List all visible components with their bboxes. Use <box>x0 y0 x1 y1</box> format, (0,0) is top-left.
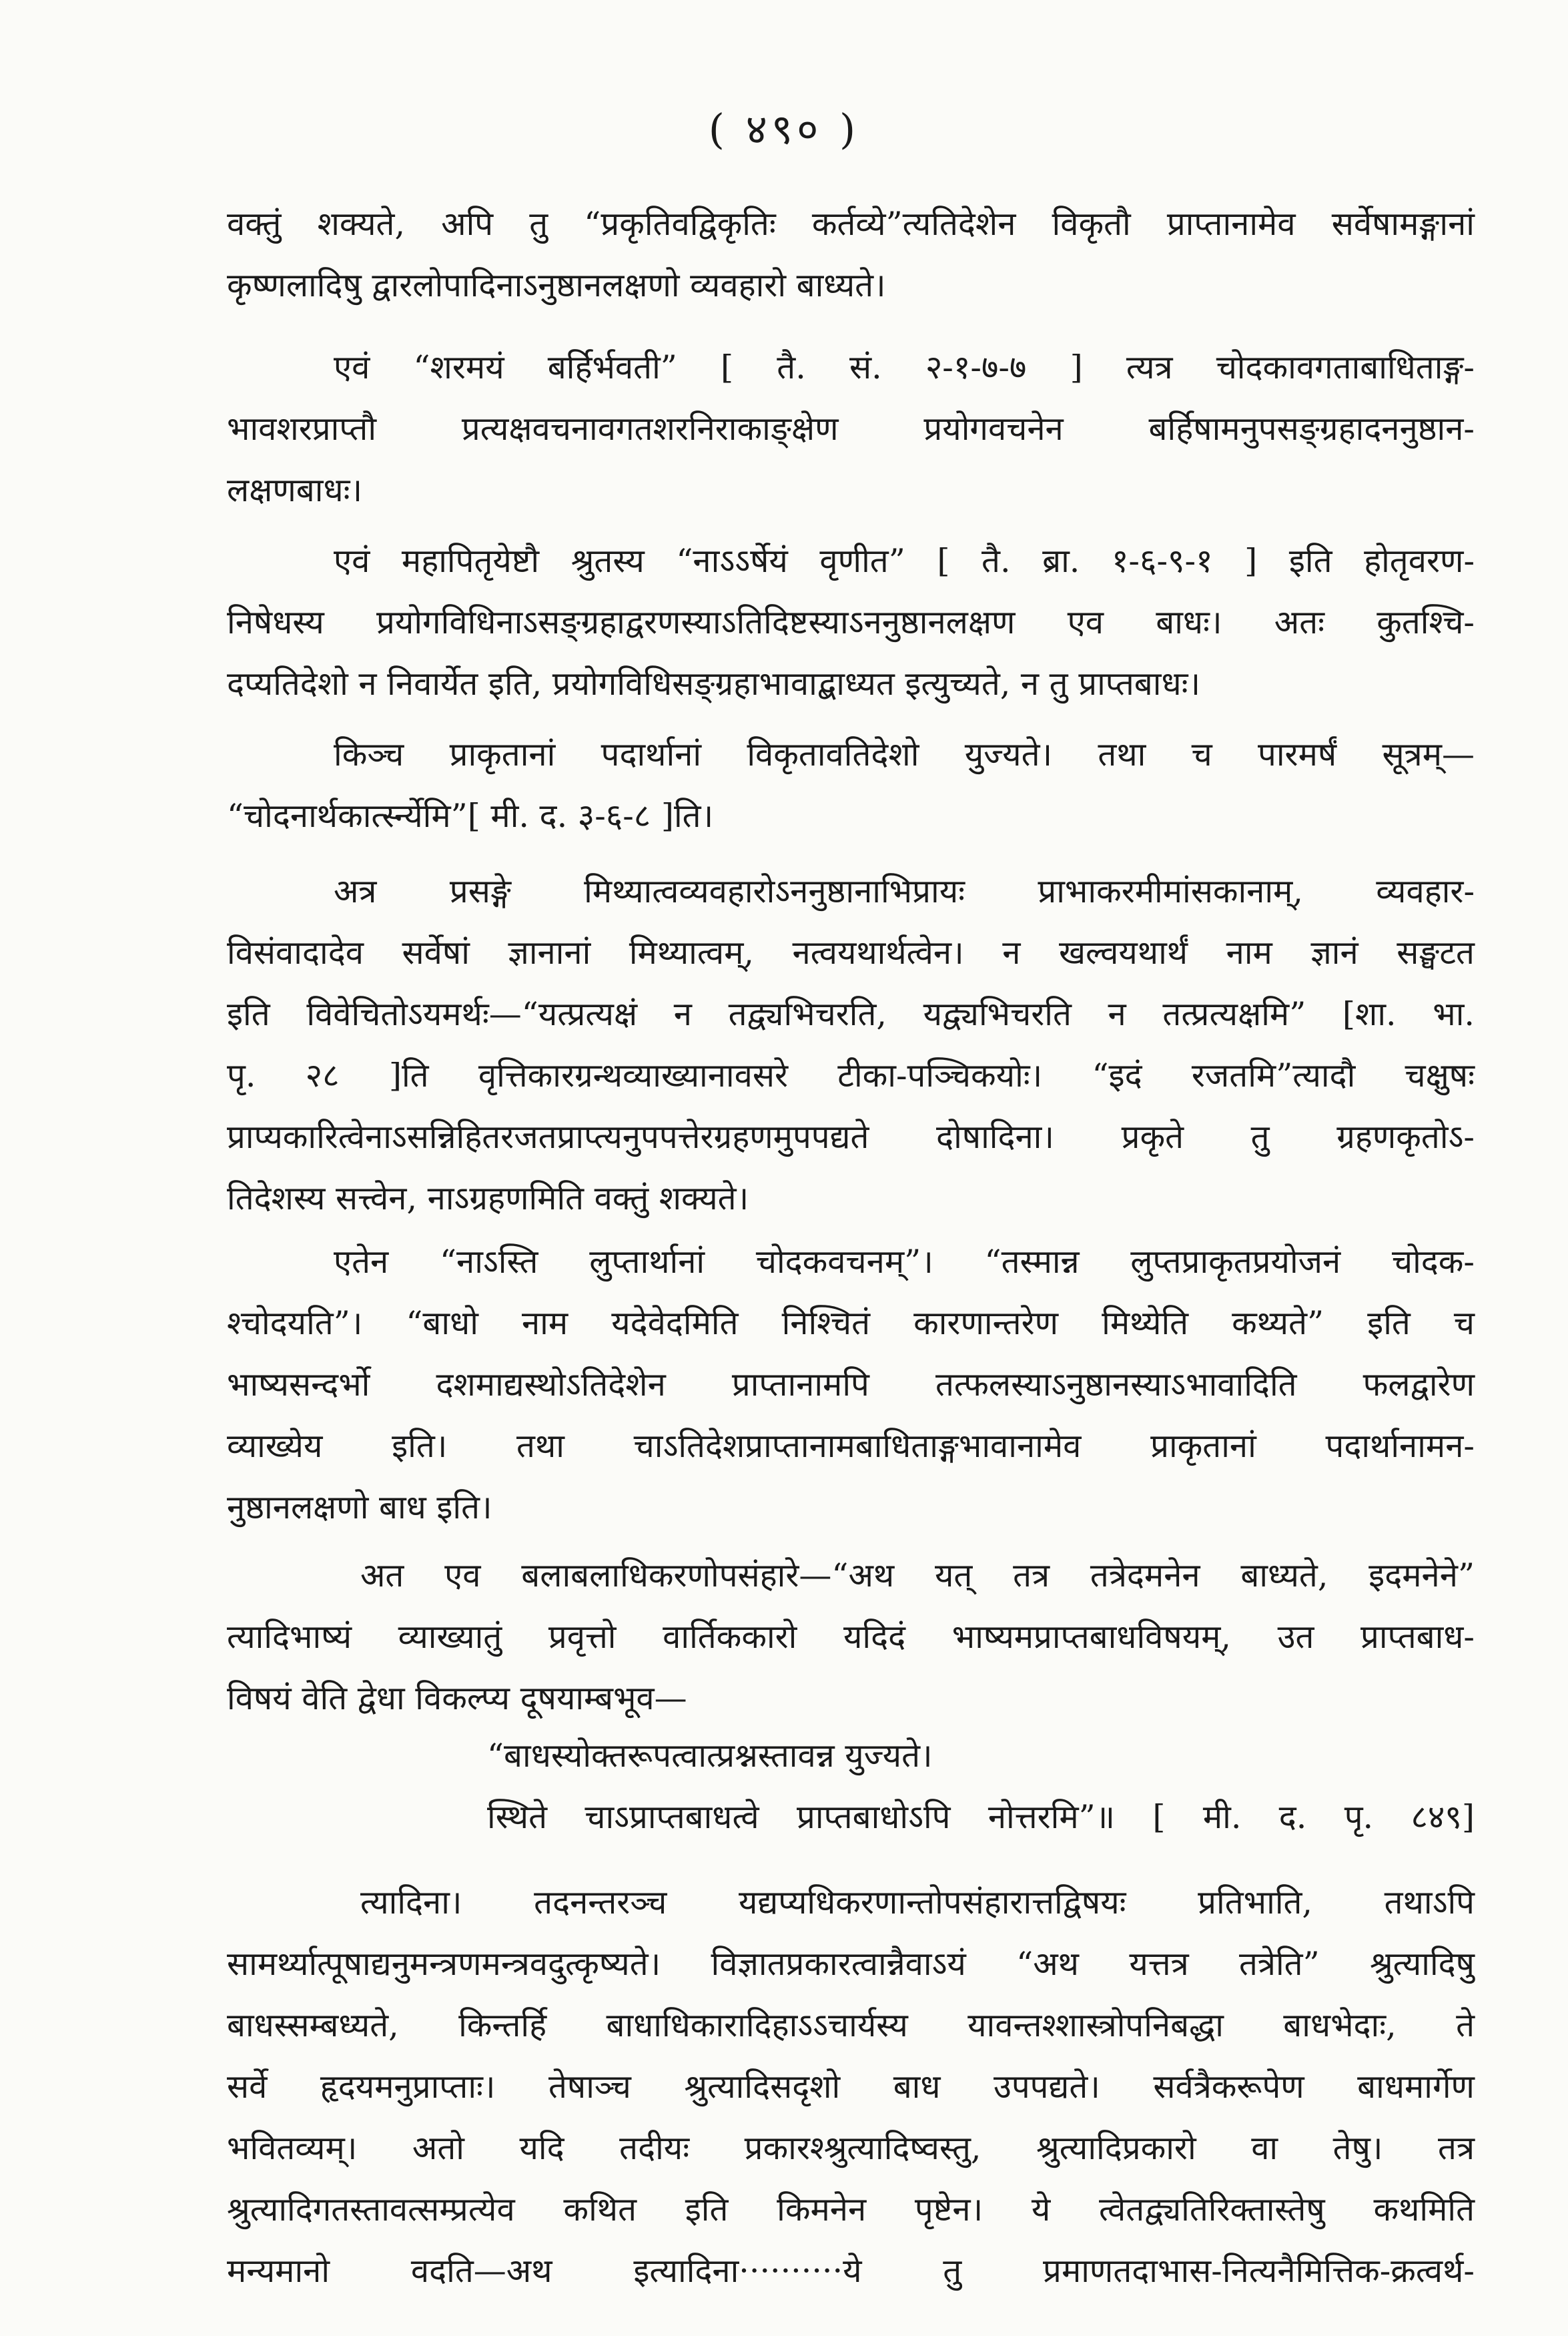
text-line: श्रुत्यादिगतस्तावत्सम्प्रत्येव कथित इति किमनेन पृष्टेन। ये त्वेतद्व्यतिरिक्तास्तेषु कथमिति <box>227 2191 1475 2229</box>
paragraph-4 <box>227 724 1475 847</box>
text-line: मन्यमानो वदति—अथ इत्यादिना··········ये तु प्रमाणतदाभास-नित्यनैमित्तिक-क्रत्वर्थ- <box>227 2252 1475 2290</box>
text-line: एवं महापितृयेष्टौ श्रुतस्य “नाऽऽर्षेयं वृणीत” [ तै. ब्रा. १-६-९-१ ] इति होतृवरण- <box>334 542 1475 580</box>
text-line: त्यादिना। तदनन्तरञ्च यद्यप्यधिकरणान्तोपसंहारात्तद्विषयः प्रतिभाति, तथाऽपि <box>360 1883 1475 1922</box>
text-line: श्चोदयति”। “बाधो नाम यदेवेदमिति निश्चितं कारणान्तरेण मिथ्येति कथ्यते” इति च <box>227 1304 1475 1342</box>
text-line: किञ्च प्राकृतानां पदार्थानां विकृतावतिदेशो युज्यते। तथा च पारमर्षं सूत्रम्— <box>334 736 1475 774</box>
text-line: निषेधस्य प्रयोगविधिनाऽसङ्ग्रहाद्वरणस्याऽतिदिष्टस्याऽननुष्ठानलक्षण एव बाधः। अतः कुतश्चि- <box>227 603 1475 641</box>
paragraph-7 <box>227 1545 1475 1729</box>
text-line: बाधस्सम्बध्यते, किन्तर्हि बाधाधिकारादिहाऽऽचार्यस्य यावन्तश्शास्त्रोपनिबद्धा बाधभेदाः, ते <box>227 2006 1475 2044</box>
text-line: “चोदनार्थकार्त्स्न्येमि”[ मी. द. ३-६-८ ]ति। <box>227 797 714 835</box>
text-line: लक्षणबाधः। <box>227 471 363 509</box>
paragraph-2 <box>227 337 1475 521</box>
paragraph-3 <box>227 531 1475 715</box>
text-line: विसंवादादेव सर्वेषां ज्ञानानां मिथ्यात्वम्, नत्वयथार्थत्वेन। न खल्वयथार्थं नाम ज्ञानं सङ्घटत <box>227 934 1475 972</box>
text-line: एतेन “नाऽस्ति लुप्तार्थानां चोदकवचनम्”। “तस्मान्न लुप्तप्राकृतप्रयोजनं चोदक- <box>334 1243 1475 1281</box>
text-line: विषयं वेति द्वेधा विकल्प्य दूषयाम्बभूव— <box>227 1679 687 1717</box>
text-line: पृ. २८ ]ति वृत्तिकारग्रन्थव्याख्यानावसरे टीका-पञ्चिकयोः। “इदं रजतमि”त्यादौ चक्षुषः <box>227 1057 1475 1095</box>
text-line: व्याख्येय इति। तथा चाऽतिदेशप्राप्तानामबाधिताङ्गभावानामेव प्राकृतानां पदार्थानामन- <box>227 1427 1475 1465</box>
paragraph-8 <box>227 1872 1475 2302</box>
text-line: इति विवेचितोऽयमर्थः—“यत्प्रत्यक्षं न तद्व्यभिचरति, यद्व्यभिचरति न तत्प्रत्यक्षमि” [शा. भा. <box>227 995 1475 1033</box>
page-number: ( ४९० ) <box>708 105 860 154</box>
text-line: एवं “शरमयं बर्हिर्भवती” [ तै. सं. २-१-७-७ ] त्यत्र चोदकावगताबाधिताङ्ग- <box>334 348 1475 386</box>
text-line: अत्र प्रसङ्गे मिथ्यात्वव्यवहारोऽननुष्ठानाभिप्रायः प्राभाकरमीमांसकानाम्, व्यवहार- <box>334 872 1475 910</box>
text-line: भवितव्यम्। अतो यदि तदीयः प्रकारश्श्रुत्यादिष्वस्तु, श्रुत्यादिप्रकारो वा तेषु। तत्र <box>227 2129 1475 2167</box>
text-line: प्राप्यकारित्वेनाऽसन्निहितरजतप्राप्त्यनुपपत्तेरग्रहणमुपपद्यते दोषादिना। प्रकृते तु ग्रहणकृतोऽ- <box>227 1118 1475 1156</box>
verse-quote <box>487 1725 1475 1848</box>
paragraph-5 <box>227 861 1475 1229</box>
verse-line: “बाधस्योक्तरूपत्वात्प्रश्नस्तावन्न युज्यते। <box>487 1737 933 1775</box>
text-line: तिदेशस्य सत्त्वेन, नाऽग्रहणमिति वक्तुं शक्यते। <box>227 1179 749 1217</box>
text-line: दप्यतिदेशो न निवार्येत इति, प्रयोगविधिसङ्ग्रहाभावाद्बाध्यत इत्युच्यते, न तु प्राप्तबाधः। <box>227 665 1201 703</box>
text-line: वक्तुं शक्यते, अपि तु “प्रकृतिवद्विकृतिः कर्तव्ये”त्यतिदेशेन विकृतौ प्राप्तानामेव सर्वेषामङ्गानां <box>227 205 1475 243</box>
verse-line: स्थिते चाऽप्राप्तबाधत्वे प्राप्तबाधोऽपि नोत्तरमि”॥ [ मी. द. पृ. ८४९] <box>487 1798 1475 1836</box>
text-line: सामर्थ्यात्पूषाद्यनुमन्त्रणमन्त्रवदुत्कृष्यते। विज्ञातप्रकारत्वान्नैवाऽयं “अथ यत्तत्र तत्रेति” श्रुत्यादिषु <box>227 1945 1475 1983</box>
text-line: कृष्णलादिषु द्वारलोपादिनाऽनुष्ठानलक्षणो व्यवहारो बाध्यते। <box>227 266 886 304</box>
paragraph-6 <box>227 1231 1475 1538</box>
text-line: नुष्ठानलक्षणो बाध इति। <box>227 1488 492 1526</box>
text-line: भावशरप्राप्तौ प्रत्यक्षवचनावगतशरनिराकाङ्क्षेण प्रयोगवचनेन बर्हिषामनुपसङ्ग्रहादननुष्ठान- <box>227 410 1475 448</box>
text-line: त्यादिभाष्यं व्याख्यातुं प्रवृत्तो वार्तिककारो यदिदं भाष्यमप्राप्तबाधविषयम्, उत प्राप्तबाध- <box>227 1618 1475 1656</box>
text-line: सर्वे हृदयमनुप्राप्ताः। तेषाञ्च श्रुत्यादिसदृशो बाध उपपद्यते। सर्वत्रैकरूपेण बाधमार्गेण <box>227 2068 1475 2106</box>
text-line: अत एव बलाबलाधिकरणोपसंहारे—“अथ यत् तत्र तत्रेदमनेन बाध्यते, इदमनेने” <box>360 1556 1475 1594</box>
paragraph-1 <box>227 194 1475 316</box>
text-line: भाष्यसन्दर्भो दशमाद्यस्थोऽतिदेशेन प्राप्तानामपि तत्फलस्याऽनुष्ठानस्याऽभावादिति फलद्वारेण <box>227 1366 1475 1404</box>
